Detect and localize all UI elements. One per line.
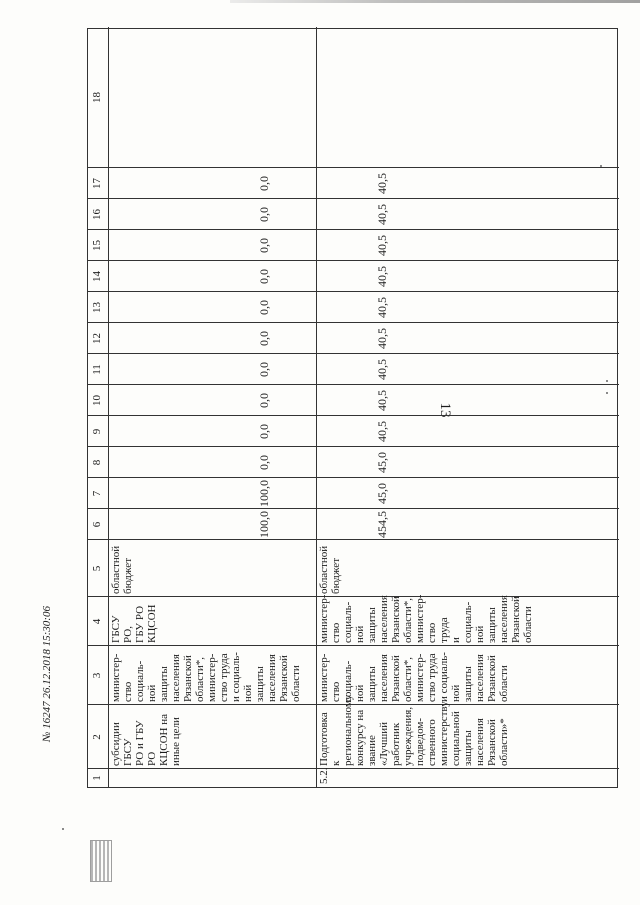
scan-speck [62, 828, 64, 830]
value-cell: 0,0 [257, 362, 271, 377]
column-divider [88, 229, 619, 230]
value-cell: 40,5 [375, 421, 389, 442]
cell-source: областной бюджет [318, 545, 342, 594]
cell-name: субсидии ГБСУ РО и ГБУ РО КЦСОН на иные цели [110, 713, 182, 766]
value-cell: 0,0 [257, 331, 271, 346]
column-divider [88, 446, 619, 447]
cell-source: областной бюджет [110, 545, 134, 594]
column-divider [88, 508, 619, 509]
column-header: 5 [91, 565, 103, 572]
table-wrapper [87, 28, 618, 788]
column-header: 9 [91, 428, 103, 435]
value-cell: 0,0 [257, 207, 271, 222]
cell-coexecutor: министер- ство социаль- ной защиты населения Рязанской области*, министер- ство труда и социаль- ной защиты населения Рязанской области [110, 652, 302, 702]
value-cell: 0,0 [257, 300, 271, 315]
value-cell: 100,0 [257, 511, 271, 538]
cell-recipient: ГБСУ РО, ГБУ РО КЦСОН [110, 604, 158, 643]
column-header: 2 [91, 734, 103, 740]
cell-name: Подготовка к региональному конкурсу на звание «Лучший работник учреждения, подведом- ственного министерству социальной защиты населения Рязанской области»* [318, 694, 510, 766]
column-header: 1 [91, 775, 103, 781]
page-number: 13 [437, 402, 453, 418]
column-header: 12 [91, 333, 103, 344]
column-divider [88, 198, 619, 199]
scan-edge-artifact [230, 0, 640, 3]
scan-speck [606, 392, 608, 394]
column-header: 11 [91, 364, 103, 375]
value-cell: 0,0 [257, 176, 271, 191]
value-cell: 0,0 [257, 238, 271, 253]
column-divider [88, 322, 619, 323]
column-header: 8 [91, 459, 103, 466]
column-divider [88, 415, 619, 416]
value-cell: 40,5 [375, 390, 389, 411]
column-header: 4 [91, 618, 103, 625]
cell-coexecutor: министер- ство социаль- ной защиты населения Рязанской области*, министер- ство труда и социаль- ной защиты населения Рязанской области [318, 652, 510, 702]
value-cell: 0,0 [257, 455, 271, 470]
cell-recipient: министер- ство социаль- ной защиты населения Рязанской области*, министер- ство труда и социаль- ной защиты населения Рязанской области [318, 594, 534, 643]
column-divider [88, 291, 619, 292]
value-cell: 100,0 [257, 480, 271, 507]
value-cell: 40,5 [375, 266, 389, 287]
column-header: 7 [91, 490, 103, 497]
budget-table [87, 28, 618, 788]
value-cell: 454,5 [375, 511, 389, 538]
column-header: 3 [91, 672, 103, 679]
value-cell: 40,5 [375, 173, 389, 194]
column-header: 14 [91, 271, 103, 282]
column-header: 13 [91, 302, 103, 313]
value-cell: 40,5 [375, 235, 389, 256]
column-divider [88, 260, 619, 261]
value-cell: 45,0 [375, 452, 389, 473]
value-cell: 0,0 [257, 424, 271, 439]
column-header: 10 [91, 395, 103, 406]
column-header: 16 [91, 209, 103, 220]
scan-speck [606, 380, 608, 382]
value-cell: 0,0 [257, 393, 271, 408]
column-header: 15 [91, 240, 103, 251]
cell-num [108, 769, 316, 787]
column-header: 17 [91, 178, 103, 189]
value-cell: 40,5 [375, 328, 389, 349]
column-divider [88, 353, 619, 354]
value-cell: 45,0 [375, 483, 389, 504]
value-cell: 40,5 [375, 297, 389, 318]
column-header: 18 [91, 92, 103, 103]
column-divider [88, 167, 619, 168]
cell-num: 5.2. [318, 767, 330, 784]
value-cell: 40,5 [375, 359, 389, 380]
column-divider [88, 477, 619, 478]
document-registration-stamp: № 16247 26.12.2018 15:30:06 [41, 606, 53, 742]
barcode-seal-icon [90, 840, 112, 882]
scan-speck [600, 165, 602, 167]
value-cell: 0,0 [257, 269, 271, 284]
column-header: 6 [91, 521, 103, 528]
column-divider [88, 384, 619, 385]
value-cell: 40,5 [375, 204, 389, 225]
